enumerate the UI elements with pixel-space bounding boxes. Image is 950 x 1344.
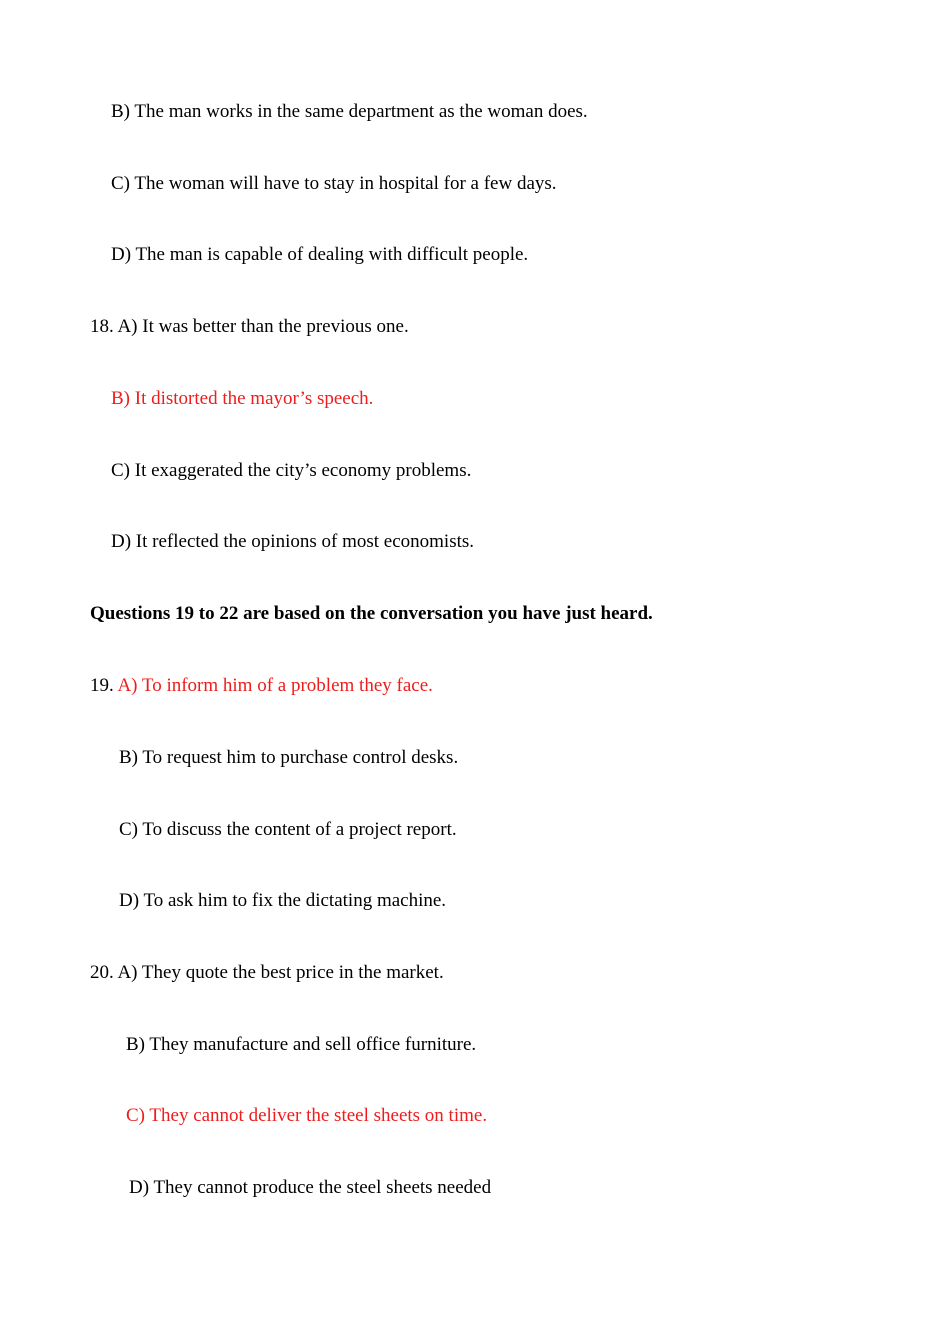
q18-line-a bbox=[90, 315, 409, 339]
q20-option-a: A) They quote the best price in the market. bbox=[117, 962, 444, 983]
q20-number: 20. bbox=[90, 962, 114, 983]
q18-number: 18. bbox=[90, 316, 114, 337]
q20-line-a bbox=[90, 961, 444, 985]
section-heading: Questions 19 to 22 are based on the conversation you have just heard. bbox=[90, 603, 653, 624]
q19-number: 19. bbox=[90, 675, 114, 696]
q19-option-c: C) To discuss the content of a project report. bbox=[119, 819, 457, 840]
q18-option-c: C) It exaggerated the city’s economy problems. bbox=[111, 460, 472, 481]
q19-option-d: D) To ask him to fix the dictating machine. bbox=[119, 890, 447, 911]
q17-option-c: C) The woman will have to stay in hospital for a few days. bbox=[111, 173, 557, 194]
q18-option-d: D) It reflected the opinions of most economists. bbox=[111, 531, 475, 552]
q19-line-a bbox=[90, 674, 433, 698]
q19-option-b: B) To request him to purchase control desks. bbox=[119, 747, 459, 768]
q20-option-d: D) They cannot produce the steel sheets needed bbox=[129, 1177, 492, 1198]
q20-option-b: B) They manufacture and sell office furniture. bbox=[126, 1034, 477, 1055]
q20-option-c-answer: C) They cannot deliver the steel sheets on time. bbox=[126, 1105, 488, 1126]
q17-option-b: B) The man works in the same department as the woman does. bbox=[111, 101, 588, 122]
q19-option-a-answer: A) To inform him of a problem they face. bbox=[117, 675, 433, 696]
q18-option-b-answer: B) It distorted the mayor’s speech. bbox=[111, 388, 374, 409]
q17-option-d: D) The man is capable of dealing with difficult people. bbox=[111, 244, 529, 265]
q18-option-a: A) It was better than the previous one. bbox=[117, 316, 409, 337]
